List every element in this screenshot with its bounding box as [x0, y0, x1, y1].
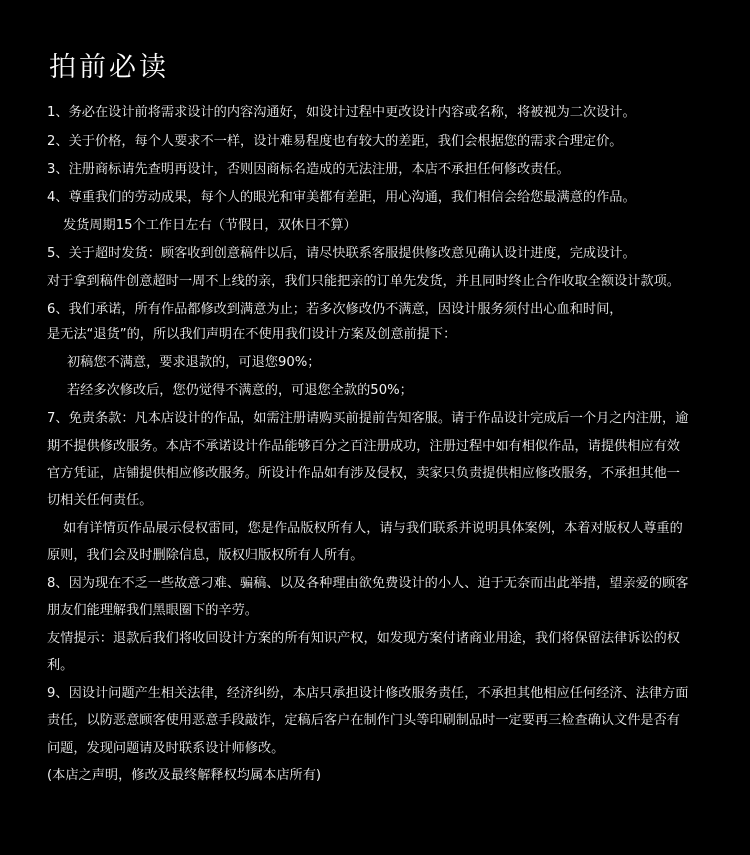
notice-line-1: 1、务必在设计前将需求设计的内容沟通好，如设计过程中更改设计内容或名称，将被视为二次设计。	[47, 105, 636, 120]
notice-line-5: 发货周期15个工作日左右（节假日，双休日不算）	[63, 218, 357, 233]
notice-line-22: 9、因设计问题产生相关法律，经济纠纷，本店只承担设计修改服务责任，不承担其他相应任何经济、法律方面	[47, 686, 689, 701]
notice-line-9: 是无法“退货”的，所以我们声明在不使用我们设计方案及创意前提下：	[47, 327, 457, 342]
notice-line-19: 朋友们能理解我们黑眼圈下的辛劳。	[47, 603, 258, 618]
notice-line-21: 利。	[47, 658, 74, 673]
notice-line-4: 4、尊重我们的劳动成果，每个人的眼光和审美都有差距，用心沟通，我们相信会给您最满意的作品。	[47, 190, 636, 205]
notice-line-17: 原则，我们会及时删除信息，版权归版权所有人所有。	[47, 548, 364, 563]
notice-line-8: 6、我们承诺，所有作品都修改到满意为止；若多次修改仍不满意，因设计服务须付出心血和时间，	[47, 302, 623, 317]
notice-line-2: 2、关于价格，每个人要求不一样，设计难易程度也有较大的差距，我们会根据您的需求合理定价。	[47, 134, 623, 149]
notice-line-14: 官方凭证，店铺提供相应修改服务。所设计作品如有涉及侵权，卖家只负责提供相应修改服务，不承担其他一	[47, 466, 680, 481]
notice-line-11: 若经多次修改后，您仍觉得不满意的，可退您全款的50%；	[67, 383, 413, 398]
notice-line-25: (本店之声明，修改及最终解释权均属本店所有)	[47, 768, 322, 783]
notice-line-18: 8、因为现在不乏一些故意刁难、骗稿、以及各种理由欲免费设计的小人、迫于无奈而出此举措，望亲爱的顾客	[47, 576, 689, 591]
page-title: 拍前必读	[49, 52, 169, 83]
notice-line-6: 5、关于超时发货：顾客收到创意稿件以后，请尽快联系客服提供修改意见确认设计进度，完成设计。	[47, 246, 636, 261]
notice-line-12: 7、免责条款：凡本店设计的作品，如需注册请购买前提前告知客服。请于作品设计完成后一个月之内注册，逾	[47, 411, 689, 426]
notice-line-10: 初稿您不满意，要求退款的，可退您90%；	[67, 355, 321, 370]
notice-line-15: 切相关任何责任。	[47, 493, 153, 508]
notice-line-23: 责任，以防恶意顾客使用恶意手段敲诈，定稿后客户在制作门头等印刷制品时一定要再三检查确认文件是否有	[47, 713, 680, 728]
notice-line-24: 问题，发现问题请及时联系设计师修改。	[47, 741, 285, 756]
notice-line-13: 期不提供修改服务。本店不承诺设计作品能够百分之百注册成功，注册过程中如有相似作品，请提供相应有效	[47, 439, 680, 454]
notice-line-7: 对于拿到稿件创意超时一周不上线的亲，我们只能把亲的订单先发货，并且同时终止合作收取全额设计款项。	[47, 274, 680, 289]
notice-line-3: 3、注册商标请先查明再设计，否则因商标名造成的无法注册，本店不承担任何修改责任。	[47, 162, 570, 177]
notice-line-16: 如有详情页作品展示侵权雷同，您是作品版权所有人，请与我们联系并说明具体案例，本着对版权人尊重的	[63, 521, 683, 536]
notice-line-20: 友情提示：退款后我们将收回设计方案的所有知识产权，如发现方案付诸商业用途，我们将保留法律诉讼的权	[47, 631, 680, 646]
